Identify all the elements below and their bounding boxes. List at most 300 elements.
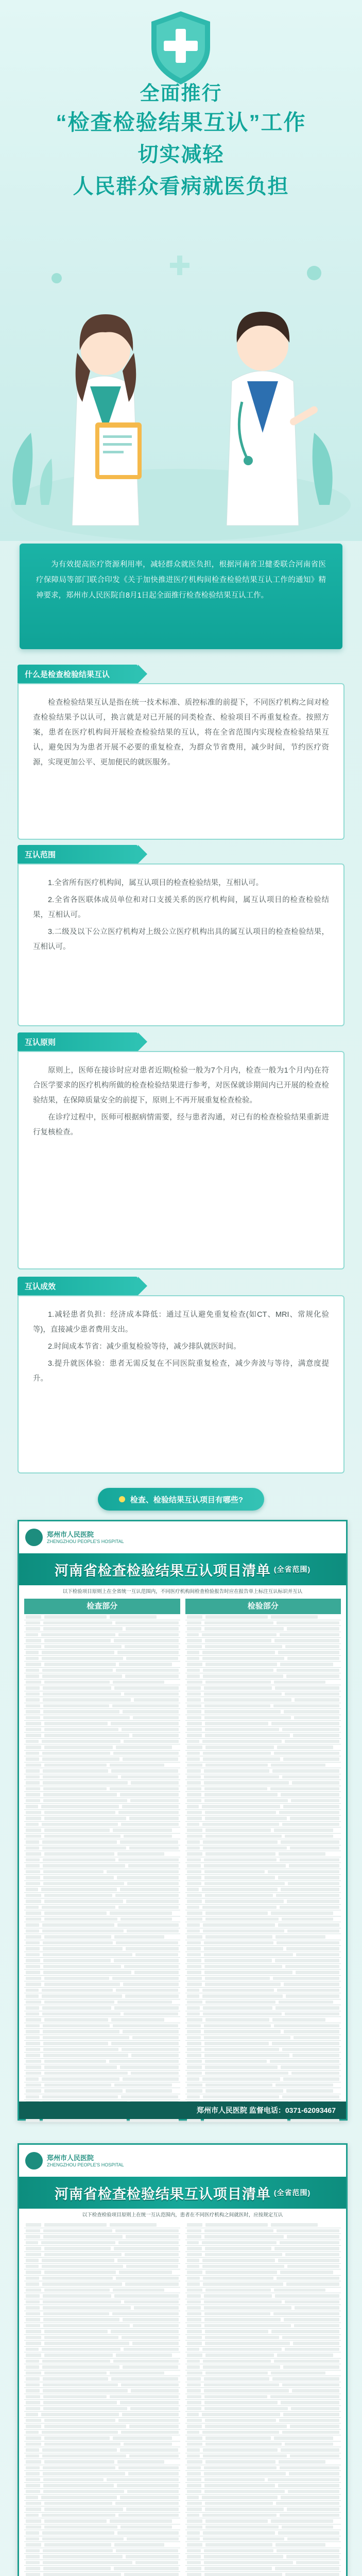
- table-cell: [187, 2241, 199, 2245]
- table-cell: [187, 1965, 201, 1969]
- table-cell: [113, 2360, 179, 2363]
- table-cell: [116, 2549, 179, 2553]
- table-cell: [132, 2342, 179, 2345]
- table-row: [24, 2453, 180, 2460]
- table-cell: [204, 1971, 292, 1974]
- table-cell: [202, 2259, 275, 2262]
- table-cell: [187, 1799, 201, 1803]
- table-cell: [187, 2024, 201, 2028]
- table-cell: [204, 2048, 279, 2052]
- table-row: [24, 1680, 180, 1686]
- table-cell: [187, 2036, 201, 2040]
- table-cell: [280, 2241, 339, 2245]
- table-cell: [187, 2454, 200, 2458]
- table-cell: [204, 2401, 278, 2404]
- table-row: [24, 1798, 180, 1804]
- table-cell: [110, 1787, 179, 1791]
- table-cell: [187, 2389, 201, 2393]
- table-cell: [280, 1663, 333, 1666]
- table-cell: [205, 2507, 284, 2511]
- table-cell: [126, 2235, 178, 2239]
- table-row: [24, 2536, 180, 2543]
- table-row: [24, 1827, 180, 1834]
- table-cell: [120, 2401, 179, 2404]
- table-row: [24, 2560, 180, 2566]
- table-row: [185, 1780, 341, 1786]
- table-cell: [113, 1681, 164, 1684]
- table-row: [24, 2287, 180, 2294]
- table-cell: [42, 1994, 122, 1998]
- table-cell: [279, 1852, 325, 1856]
- table-row: [185, 1691, 341, 1698]
- table-cell: [111, 2330, 179, 2333]
- table-cell: [202, 2265, 284, 2268]
- table-cell: [293, 1734, 339, 1737]
- table-cell: [44, 1764, 107, 1767]
- table-row: [24, 1940, 180, 1946]
- table-cell: [205, 1745, 274, 1749]
- table-cell: [204, 1621, 273, 1625]
- table-cell: [187, 2514, 200, 2517]
- table-row: [24, 2376, 180, 2382]
- table-cell: [279, 1811, 339, 1815]
- table-cell: [187, 2377, 201, 2381]
- table-row: [24, 1668, 180, 1674]
- exam-column-header: 检查部分: [24, 1599, 180, 1614]
- table-cell: [26, 2543, 41, 2547]
- table-cell: [287, 1657, 339, 1660]
- table-cell: [187, 2318, 201, 2321]
- table-cell: [205, 1645, 282, 1649]
- table-cell: [26, 2526, 41, 2529]
- table-cell: [26, 1704, 40, 1708]
- table-cell: [114, 2247, 179, 2250]
- table-cell: [187, 1929, 200, 1933]
- table-row: [24, 1988, 180, 1994]
- table-cell: [274, 1752, 339, 1755]
- table-cell: [187, 1781, 201, 1785]
- table-cell: [120, 2065, 179, 2069]
- table-cell: [43, 1793, 116, 1797]
- table-cell: [286, 2089, 333, 2093]
- table-cell: [131, 1781, 178, 1785]
- table-cell: [187, 1894, 202, 1897]
- section-body: [18, 1295, 344, 1473]
- table-cell: [187, 2472, 201, 2476]
- table-cell: [42, 2006, 112, 2010]
- table-row: [185, 1680, 341, 1686]
- table-row: [24, 1869, 180, 1875]
- table-row: [185, 1810, 341, 1816]
- table-cell: [205, 2270, 277, 2274]
- table-cell: [119, 1663, 172, 1666]
- table-cell: [26, 2324, 40, 2328]
- table-cell: [187, 1669, 200, 1672]
- table-cell: [26, 2089, 41, 2093]
- table-row: [24, 2228, 180, 2234]
- table-cell: [135, 1953, 179, 1957]
- table-cell: [282, 1918, 333, 1921]
- table-cell: [26, 1965, 40, 1969]
- table-cell: [202, 2241, 277, 2245]
- table-cell: [130, 2119, 179, 2123]
- table-cell: [293, 2342, 339, 2345]
- section-paragraph: 检查检验结果互认是指在统一技术标准、质控标准的前提下，不同医疗机构之间对检查检验结果予以认可，换言就是对已开展的同类检查、检验项目不再重复检查。按照方案，患者在医疗机构间开展检查检验结果的互认，将在全省范围内实现检查检验结果互认，避免因为为患者开展不必要的重复检查，为群众节省费用，减少时间，节约医疗资源，实现更加公平、更加便民的就医服务。: [33, 699, 329, 767]
- table-row: [24, 2071, 180, 2077]
- table-row: [185, 2359, 341, 2365]
- table-row: [185, 2406, 341, 2412]
- table-cell: [44, 1734, 129, 1737]
- table-row: [185, 1993, 341, 1999]
- table-cell: [43, 2389, 128, 2393]
- table-cell: [285, 2443, 333, 2446]
- table-cell: [282, 1775, 339, 1779]
- table-cell: [187, 1757, 200, 1761]
- table-cell: [43, 2306, 131, 2310]
- table-row: [185, 1970, 341, 1976]
- section-heading: 互认成效: [18, 1277, 138, 1295]
- list-item: 2.全省各医联体成员单位和对口支援关系的医疗机构间，属互认项目的检查检验结果，互相认可。: [33, 896, 329, 919]
- table-cell: [187, 2555, 201, 2558]
- table-row: [24, 1834, 180, 1840]
- table-cell: [26, 1757, 39, 1761]
- table-cell: [112, 1977, 179, 1980]
- table-cell: [44, 2247, 111, 2250]
- table-cell: [26, 2342, 41, 2345]
- table-cell: [187, 2567, 201, 2570]
- table-cell: [187, 1627, 201, 1631]
- table-cell: [42, 2360, 110, 2363]
- table-cell: [278, 1876, 340, 1879]
- table-cell: [187, 2336, 202, 2340]
- table-cell: [204, 2561, 293, 2565]
- table-cell: [26, 1900, 41, 1903]
- table-cell: [284, 2318, 339, 2321]
- table-cell: [26, 2555, 40, 2558]
- table-cell: [205, 1615, 268, 1619]
- table-cell: [44, 1918, 117, 1921]
- table-cell: [205, 1935, 272, 1939]
- table-cell: [204, 2306, 292, 2310]
- table-cell: [205, 2072, 288, 2075]
- table-cell: [187, 2077, 200, 2081]
- table-cell: [26, 1876, 40, 1879]
- table-cell: [26, 1764, 41, 1767]
- table-cell: [282, 2336, 339, 2340]
- table-row: [24, 2222, 180, 2228]
- table-cell: [282, 2048, 339, 2052]
- table-row: [185, 1976, 341, 1982]
- table-row: [24, 2400, 180, 2406]
- table-cell: [26, 2083, 41, 2087]
- table-row: [185, 2471, 341, 2477]
- table-cell: [43, 1710, 119, 1714]
- table-cell: [284, 1982, 339, 1986]
- table-row: [185, 1952, 341, 1958]
- table-row: [24, 1964, 180, 1970]
- table-row: [24, 2501, 180, 2507]
- table-cell: [187, 1793, 201, 1797]
- table-row: [185, 1863, 341, 1869]
- table-row: [185, 1910, 341, 1917]
- table-cell: [41, 1888, 117, 1891]
- table-cell: [125, 1645, 179, 1649]
- table-cell: [26, 1740, 39, 1743]
- table-cell: [276, 2502, 339, 2505]
- table-cell: [134, 2306, 179, 2310]
- table-cell: [43, 2030, 119, 2033]
- table-cell: [26, 1846, 39, 1850]
- intro-card: [20, 544, 342, 649]
- table-cell: [187, 2342, 202, 2345]
- table-row: [185, 1917, 341, 1923]
- table-cell: [204, 2389, 289, 2393]
- table-cell: [44, 2460, 114, 2464]
- table-cell: [26, 2371, 41, 2375]
- table-cell: [204, 1941, 273, 1945]
- hero-title-line-3: 切实减轻: [137, 143, 225, 166]
- table-cell: [26, 2318, 40, 2321]
- table-row: [185, 2370, 341, 2377]
- table-cell: [291, 1799, 339, 1803]
- table-cell: [131, 2054, 178, 2057]
- table-cell: [283, 1805, 339, 1808]
- table-cell: [205, 2083, 272, 2087]
- table-cell: [187, 2466, 201, 2470]
- table-cell: [187, 2484, 201, 2487]
- table-cell: [187, 1686, 201, 1690]
- table-cell: [26, 1681, 41, 1684]
- table-row: [24, 2335, 180, 2341]
- table-cell: [205, 1734, 290, 1737]
- table-row: [185, 1981, 341, 1988]
- table-cell: [126, 2507, 179, 2511]
- table-cell: [26, 2353, 41, 2357]
- table-row: [24, 2293, 180, 2299]
- table-cell: [187, 1870, 201, 1874]
- poster-title-tag: (全省范围): [273, 1565, 311, 1573]
- table-row: [185, 2059, 341, 2065]
- table-row: [185, 2430, 341, 2436]
- table-row: [24, 2524, 180, 2531]
- table-cell: [44, 2001, 114, 2004]
- table-cell: [187, 1681, 202, 1684]
- table-cell: [44, 2060, 106, 2063]
- table-cell: [26, 1793, 40, 1797]
- table-row: [24, 2076, 180, 2082]
- table-row: [185, 1958, 341, 1964]
- table-cell: [281, 1888, 339, 1891]
- table-row: [24, 2459, 180, 2465]
- table-cell: [270, 1787, 339, 1791]
- table-cell: [26, 1787, 40, 1791]
- table-cell: [205, 2543, 272, 2547]
- table-cell: [270, 2060, 339, 2063]
- table-cell: [44, 1615, 107, 1619]
- table-cell: [119, 2270, 172, 2274]
- table-cell: [26, 1953, 40, 1957]
- table-cell: [285, 2573, 339, 2576]
- table-cell: [285, 2253, 339, 2257]
- table-row: [24, 2483, 180, 2489]
- table-cell: [290, 1846, 339, 1850]
- table-cell: [187, 2060, 202, 2063]
- table-cell: [272, 1769, 339, 1773]
- list-item: 1.减轻患者负担：经济成本降低：通过互认避免重复检查(如CT、MRI、常规化验等)，直接减少患者费用支出。: [33, 1311, 329, 1334]
- table-cell: [271, 2330, 339, 2333]
- table-cell: [26, 2383, 40, 2387]
- table-cell: [187, 2425, 202, 2428]
- table-row: [185, 2287, 341, 2294]
- table-cell: [44, 1852, 114, 1856]
- table-cell: [42, 2514, 115, 2517]
- table-cell: [118, 2419, 179, 2422]
- table-row: [24, 2506, 180, 2513]
- poster-tables: [19, 2222, 346, 2576]
- table-cell: [107, 2478, 178, 2482]
- table-cell: [26, 2537, 39, 2541]
- table-row: [185, 1922, 341, 1928]
- table-cell: [205, 1835, 282, 1838]
- table-cell: [275, 1935, 325, 1939]
- table-cell: [124, 1740, 178, 1743]
- table-cell: [203, 1846, 287, 1850]
- table-cell: [43, 1781, 128, 1785]
- table-cell: [284, 1710, 339, 1714]
- table-cell: [123, 1710, 178, 1714]
- table-cell: [187, 1740, 200, 1743]
- table-cell: [204, 2312, 270, 2316]
- table-cell: [275, 2567, 339, 2570]
- table-cell: [204, 2490, 285, 2494]
- table-cell: [277, 1745, 333, 1749]
- table-cell: [287, 1929, 339, 1933]
- table-row: [24, 1887, 180, 1893]
- table-cell: [294, 1716, 339, 1720]
- table-cell: [292, 2054, 339, 2057]
- table-cell: [187, 1911, 202, 1915]
- table-cell: [26, 1994, 39, 1998]
- table-cell: [204, 2407, 288, 2411]
- table-row: [24, 1780, 180, 1786]
- table-cell: [26, 2294, 40, 2298]
- table-cell: [132, 2036, 178, 2040]
- table-row: [185, 2234, 341, 2240]
- table-row: [24, 2258, 180, 2264]
- table-row: [24, 2352, 180, 2359]
- table-cell: [187, 2490, 201, 2494]
- table-cell: [42, 1757, 119, 1761]
- table-cell: [187, 2012, 200, 2016]
- table-row: [185, 2258, 341, 2264]
- table-cell: [26, 1977, 41, 1980]
- table-cell: [187, 2001, 202, 2004]
- table-cell: [26, 2018, 41, 2022]
- table-cell: [187, 2330, 202, 2333]
- table-cell: [130, 1799, 179, 1803]
- table-cell: [204, 1799, 288, 1803]
- table-cell: [277, 2549, 339, 2553]
- table-cell: [127, 2490, 179, 2494]
- table-cell: [42, 1674, 122, 1678]
- table-cell: [134, 1698, 179, 1702]
- table-cell: [135, 2561, 179, 2565]
- table-row: [24, 2513, 180, 2519]
- table-cell: [274, 2024, 339, 2028]
- table-cell: [42, 1651, 114, 1654]
- table-cell: [280, 1633, 339, 1637]
- table-cell: [187, 2042, 201, 2045]
- table-cell: [204, 2395, 267, 2399]
- table-cell: [116, 2353, 172, 2357]
- table-cell: [42, 1840, 117, 1844]
- table-cell: [26, 2060, 41, 2063]
- table-cell: [278, 2484, 340, 2487]
- table-cell: [26, 1923, 39, 1927]
- table-cell: [26, 2502, 41, 2505]
- table-cell: [205, 1918, 279, 1921]
- table-cell: [26, 1971, 40, 1974]
- table-cell: [121, 1775, 178, 1779]
- table-cell: [43, 2024, 110, 2028]
- table-row: [24, 1703, 180, 1709]
- table-row: [24, 1881, 180, 1887]
- table-cell: [124, 2443, 172, 2446]
- table-cell: [111, 2018, 164, 2022]
- table-cell: [205, 1728, 279, 1732]
- table-row: [24, 2246, 180, 2252]
- table-cell: [120, 1793, 179, 1797]
- table-cell: [120, 1888, 179, 1891]
- table-cell: [187, 1722, 202, 1725]
- table-cell: [187, 1639, 202, 1642]
- table-cell: [268, 2478, 339, 2482]
- section-heading: 互认原则: [18, 1032, 138, 1051]
- table-cell: [203, 2454, 287, 2458]
- table-row: [185, 2064, 341, 2071]
- table-cell: [202, 1989, 274, 1992]
- table-cell: [116, 2277, 179, 2280]
- table-cell: [204, 2318, 281, 2321]
- table-row: [24, 1952, 180, 1958]
- table-cell: [118, 1906, 178, 1909]
- table-cell: [26, 2235, 40, 2239]
- table-cell: [43, 1870, 104, 1874]
- table-cell: [26, 1894, 41, 1897]
- table-cell: [42, 1740, 120, 1743]
- table-cell: [126, 2265, 178, 2268]
- table-cell: [278, 1651, 339, 1654]
- table-cell: [205, 1828, 271, 1832]
- table-cell: [117, 1876, 179, 1879]
- table-cell: [203, 2360, 271, 2363]
- table-row: [185, 2017, 341, 2023]
- table-cell: [187, 1764, 202, 1767]
- table-cell: [44, 1745, 113, 1749]
- table-row: [185, 2293, 341, 2299]
- table-cell: [187, 1971, 201, 1974]
- table-cell: [26, 2413, 38, 2416]
- table-row: [24, 1917, 180, 1923]
- table-cell: [187, 2282, 200, 2286]
- table-cell: [290, 2454, 339, 2458]
- right-rows: [185, 2222, 341, 2576]
- table-row: [24, 1792, 180, 1798]
- table-row: [185, 2005, 341, 2011]
- table-cell: [187, 1633, 199, 1637]
- table-cell: [128, 2472, 179, 2476]
- table-cell: [280, 2270, 333, 2274]
